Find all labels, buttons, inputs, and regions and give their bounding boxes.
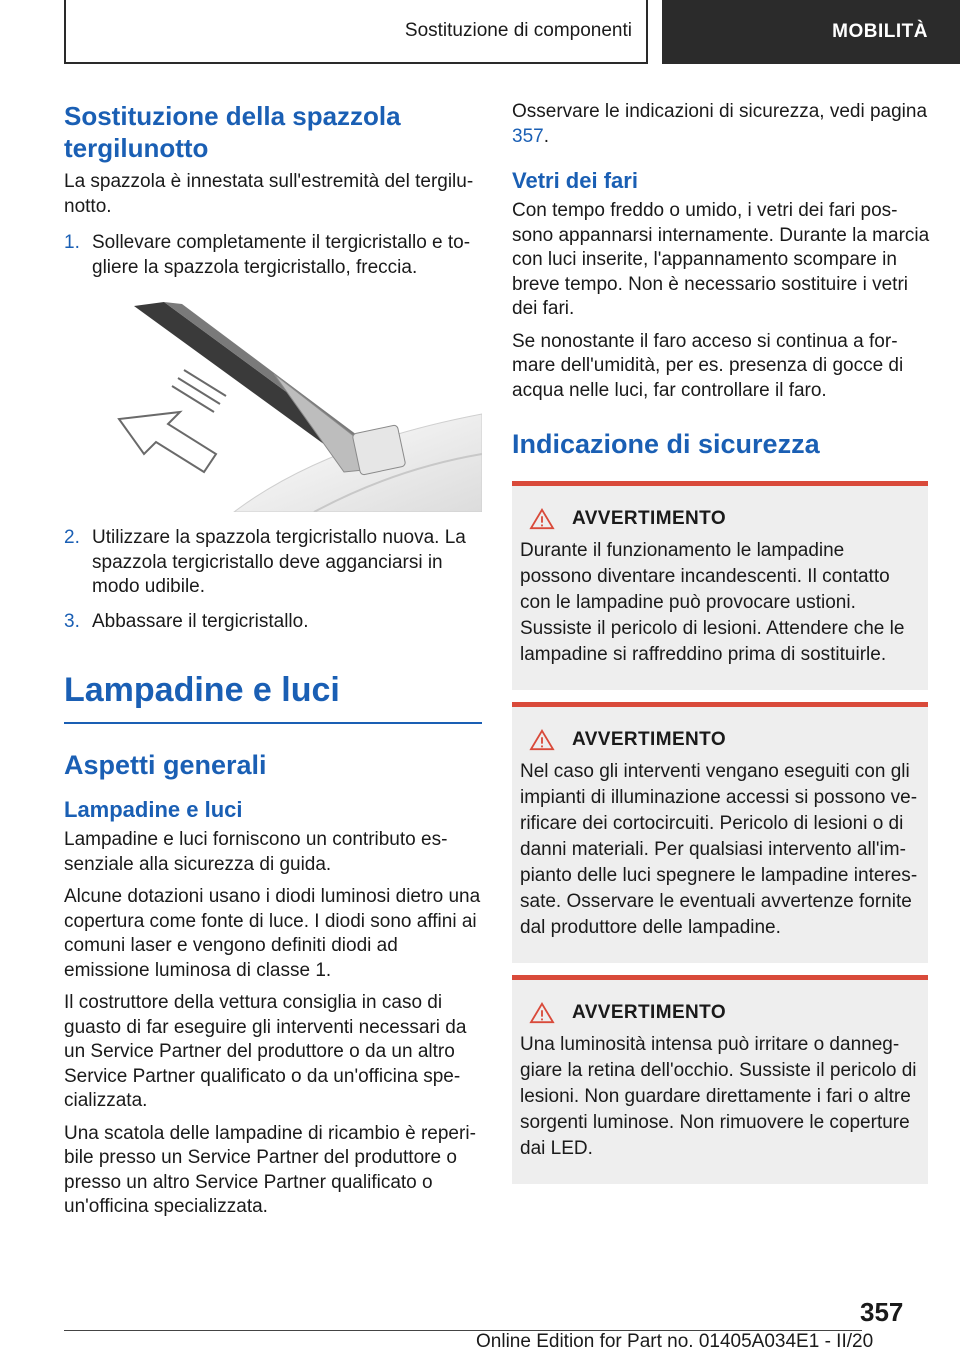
warning-label: AVVERTIMENTO bbox=[572, 508, 726, 529]
warning-text: Nel caso gli interventi vengano eseguiti con gli impianti di illuminazione accessi si possono verificare dei cortocircuiti. Pericolo di lesioni o di danni materiali. Per qualsiasi intervento all'impianto delle luci spegnere le lampadine interessate. Osservare le eventuali avvertenze fornite dal produttore delle lampadine. bbox=[520, 761, 918, 938]
warning-text: Durante il funzionamento le lampadine possono diventare incandescenti. Il contatto con le lampadine può provocare ustioni. Sussiste il pericolo di lesioni. Attendere che le lampadine si raffreddino prima di sostituirle. bbox=[520, 540, 905, 665]
subsection-title-lights: Lampadine e luci bbox=[64, 797, 243, 822]
footer-edition: Online Edition for Part no. 01405A034E1 - II/20 bbox=[476, 1331, 874, 1352]
wiper-blade-figure bbox=[64, 294, 482, 512]
warning-label: AVVERTIMENTO bbox=[572, 729, 726, 750]
warning-triangle-icon bbox=[528, 729, 556, 751]
warning-label: AVVERTIMENTO bbox=[572, 1002, 726, 1023]
wiper-blade-illustration bbox=[64, 294, 482, 512]
paragraph: Alcune dotazioni usano i diodi luminosi dietro una copertura come fonte di luce. I diodi sono affini ai comuni laser e vengono definiti diodi ad emissione luminosa di classe 1. bbox=[64, 886, 481, 981]
section-title-wiper: Sostituzione della spazzola tergilunotto bbox=[64, 101, 401, 163]
paragraph: Lampadine e luci forniscono un contributo essenziale alla sicurezza di guida. bbox=[64, 829, 448, 875]
paragraph: Se nonostante il faro acceso si continua a formare dell'umidità, per es. presenza di gocce di acqua nelle luci, far controllare il faro. bbox=[512, 330, 904, 401]
warning-text: Una luminosità intensa può irritare o danneggiare la retina dell'occhio. Sussiste il pericolo di lesioni. Non guardare direttamente i fari o altre sorgenti luminose. Non rimuovere le coperture dai LED. bbox=[520, 1034, 917, 1159]
section-title-general: Aspetti generali bbox=[64, 750, 267, 780]
chapter-title: Lampadine e luci bbox=[64, 671, 340, 709]
warning-box bbox=[512, 975, 928, 1184]
subsection-title-headlights: Vetri dei fari bbox=[512, 168, 638, 193]
header-section: MOBILITÀ bbox=[662, 0, 960, 64]
warning-box bbox=[512, 481, 928, 690]
list-item: 1. Sollevare completamente il tergicristallo e togliere la spazzola tergicristallo, freccia. bbox=[64, 232, 471, 278]
list-item: 2. Utilizzare la spazzola tergicristallo nuova. La spazzola tergicristallo deve agganciarsi in modo udibile. bbox=[64, 527, 466, 597]
warning-triangle-icon bbox=[528, 508, 556, 530]
left-column bbox=[64, 100, 482, 1220]
page-number: 357 bbox=[860, 1297, 904, 1327]
paragraph: Con tempo freddo o umido, i vetri dei fari possono appannarsi internamente. Durante la marcia con luci inserite, l'appannamento scompare in breve tempo. Non è necessario sostituire i vetri dei fari. bbox=[512, 200, 930, 319]
section-title-safety: Indicazione di sicurezza bbox=[512, 429, 820, 459]
safety-reference: Osservare le indicazioni di sicurezza, vedi pagina 357. bbox=[512, 101, 928, 147]
page-link[interactable]: 357 bbox=[512, 125, 544, 147]
warning-box bbox=[512, 702, 928, 963]
warning-triangle-icon bbox=[528, 1002, 556, 1024]
paragraph: Il costruttore della vettura consiglia in caso di guasto di far eseguire gli interventi necessari da un Service Partner del produttore o da un altro Service Partner qualificato o da un'officina specializzata. bbox=[64, 992, 467, 1111]
wiper-intro: La spazzola è innestata sull'estremità del tergilunotto. bbox=[64, 171, 474, 217]
header-chapter: Sostituzione di componenti bbox=[64, 0, 648, 64]
right-column bbox=[512, 100, 930, 1184]
paragraph: Una scatola delle lampadine di ricambio è reperibile presso un Service Partner del produttore o presso un altro Service Partner qualificato o un'officina specializzata. bbox=[64, 1122, 476, 1217]
list-item: 3. Abbassare il tergicristallo. bbox=[64, 610, 309, 632]
chapter-divider bbox=[64, 722, 482, 724]
